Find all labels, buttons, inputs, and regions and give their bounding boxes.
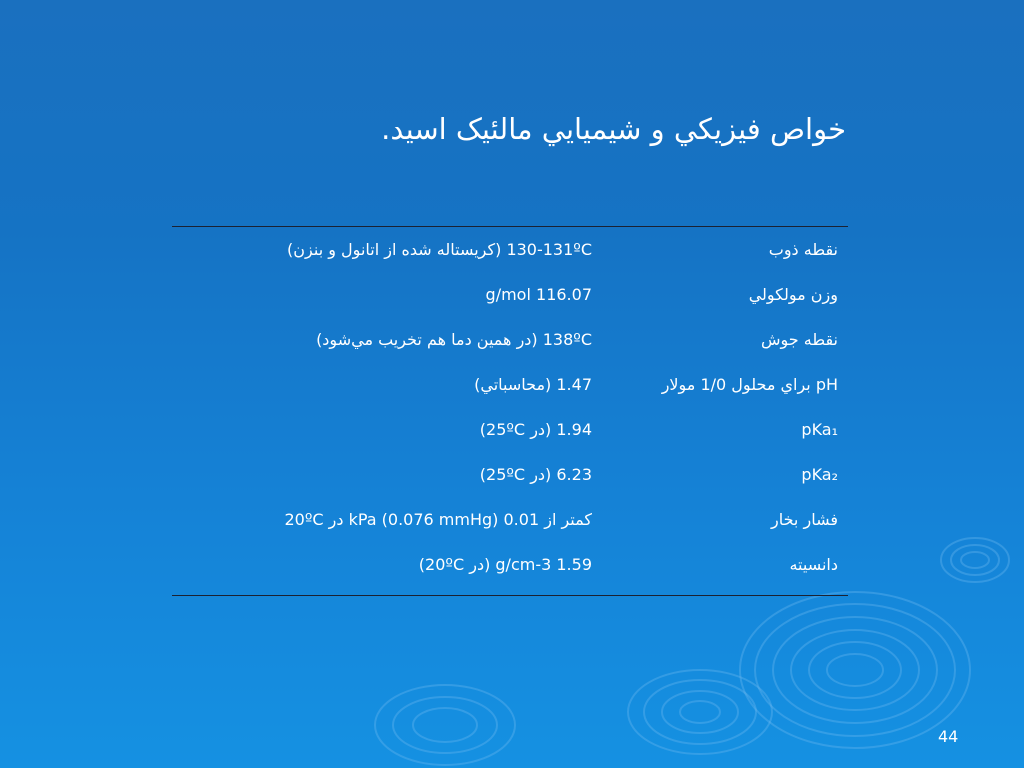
property-name: دانسيته <box>789 555 838 574</box>
property-name: نقطه جوش <box>760 330 838 349</box>
table-row <box>172 412 848 457</box>
property-name: وزن مولکولي <box>748 285 838 304</box>
table-row <box>172 322 848 367</box>
table-row <box>172 502 848 547</box>
property-name: نقطه ذوب <box>768 240 838 259</box>
property-value: کمتر از 0.01 kPa (0.076 mmHg) در 20ºC <box>284 510 592 529</box>
property-value: 1.47 (محاسباتي) <box>474 375 592 394</box>
table-row <box>172 367 848 412</box>
page-number: 44 <box>938 727 959 746</box>
property-value: 1.94 (در 25ºC) <box>479 420 592 439</box>
property-name: فشار بخار <box>771 510 838 529</box>
property-value: 130-131ºC (کريستاله شده از اتانول و بنزن) <box>287 240 592 259</box>
property-value: 6.23 (در 25ºC) <box>479 465 592 484</box>
property-value: 1.59 g/cm-3 (در 20ºC) <box>418 555 592 574</box>
property-name: pKa₁ <box>801 420 838 439</box>
table-row <box>172 232 848 277</box>
table-row <box>172 277 848 322</box>
properties-table <box>172 226 848 596</box>
table-row <box>172 547 848 592</box>
slide-title: خواص فيزيكي و شيميايي مالئيک اسيد. <box>381 112 846 146</box>
property-value: 116.07 g/mol <box>485 285 592 304</box>
property-value: 138ºC (در همين دما هم تخريب مي‌شود) <box>316 330 592 349</box>
property-name: pKa₂ <box>801 465 838 484</box>
table-row <box>172 457 848 502</box>
property-name: pH براي محلول 1/0 مولار <box>661 375 838 394</box>
